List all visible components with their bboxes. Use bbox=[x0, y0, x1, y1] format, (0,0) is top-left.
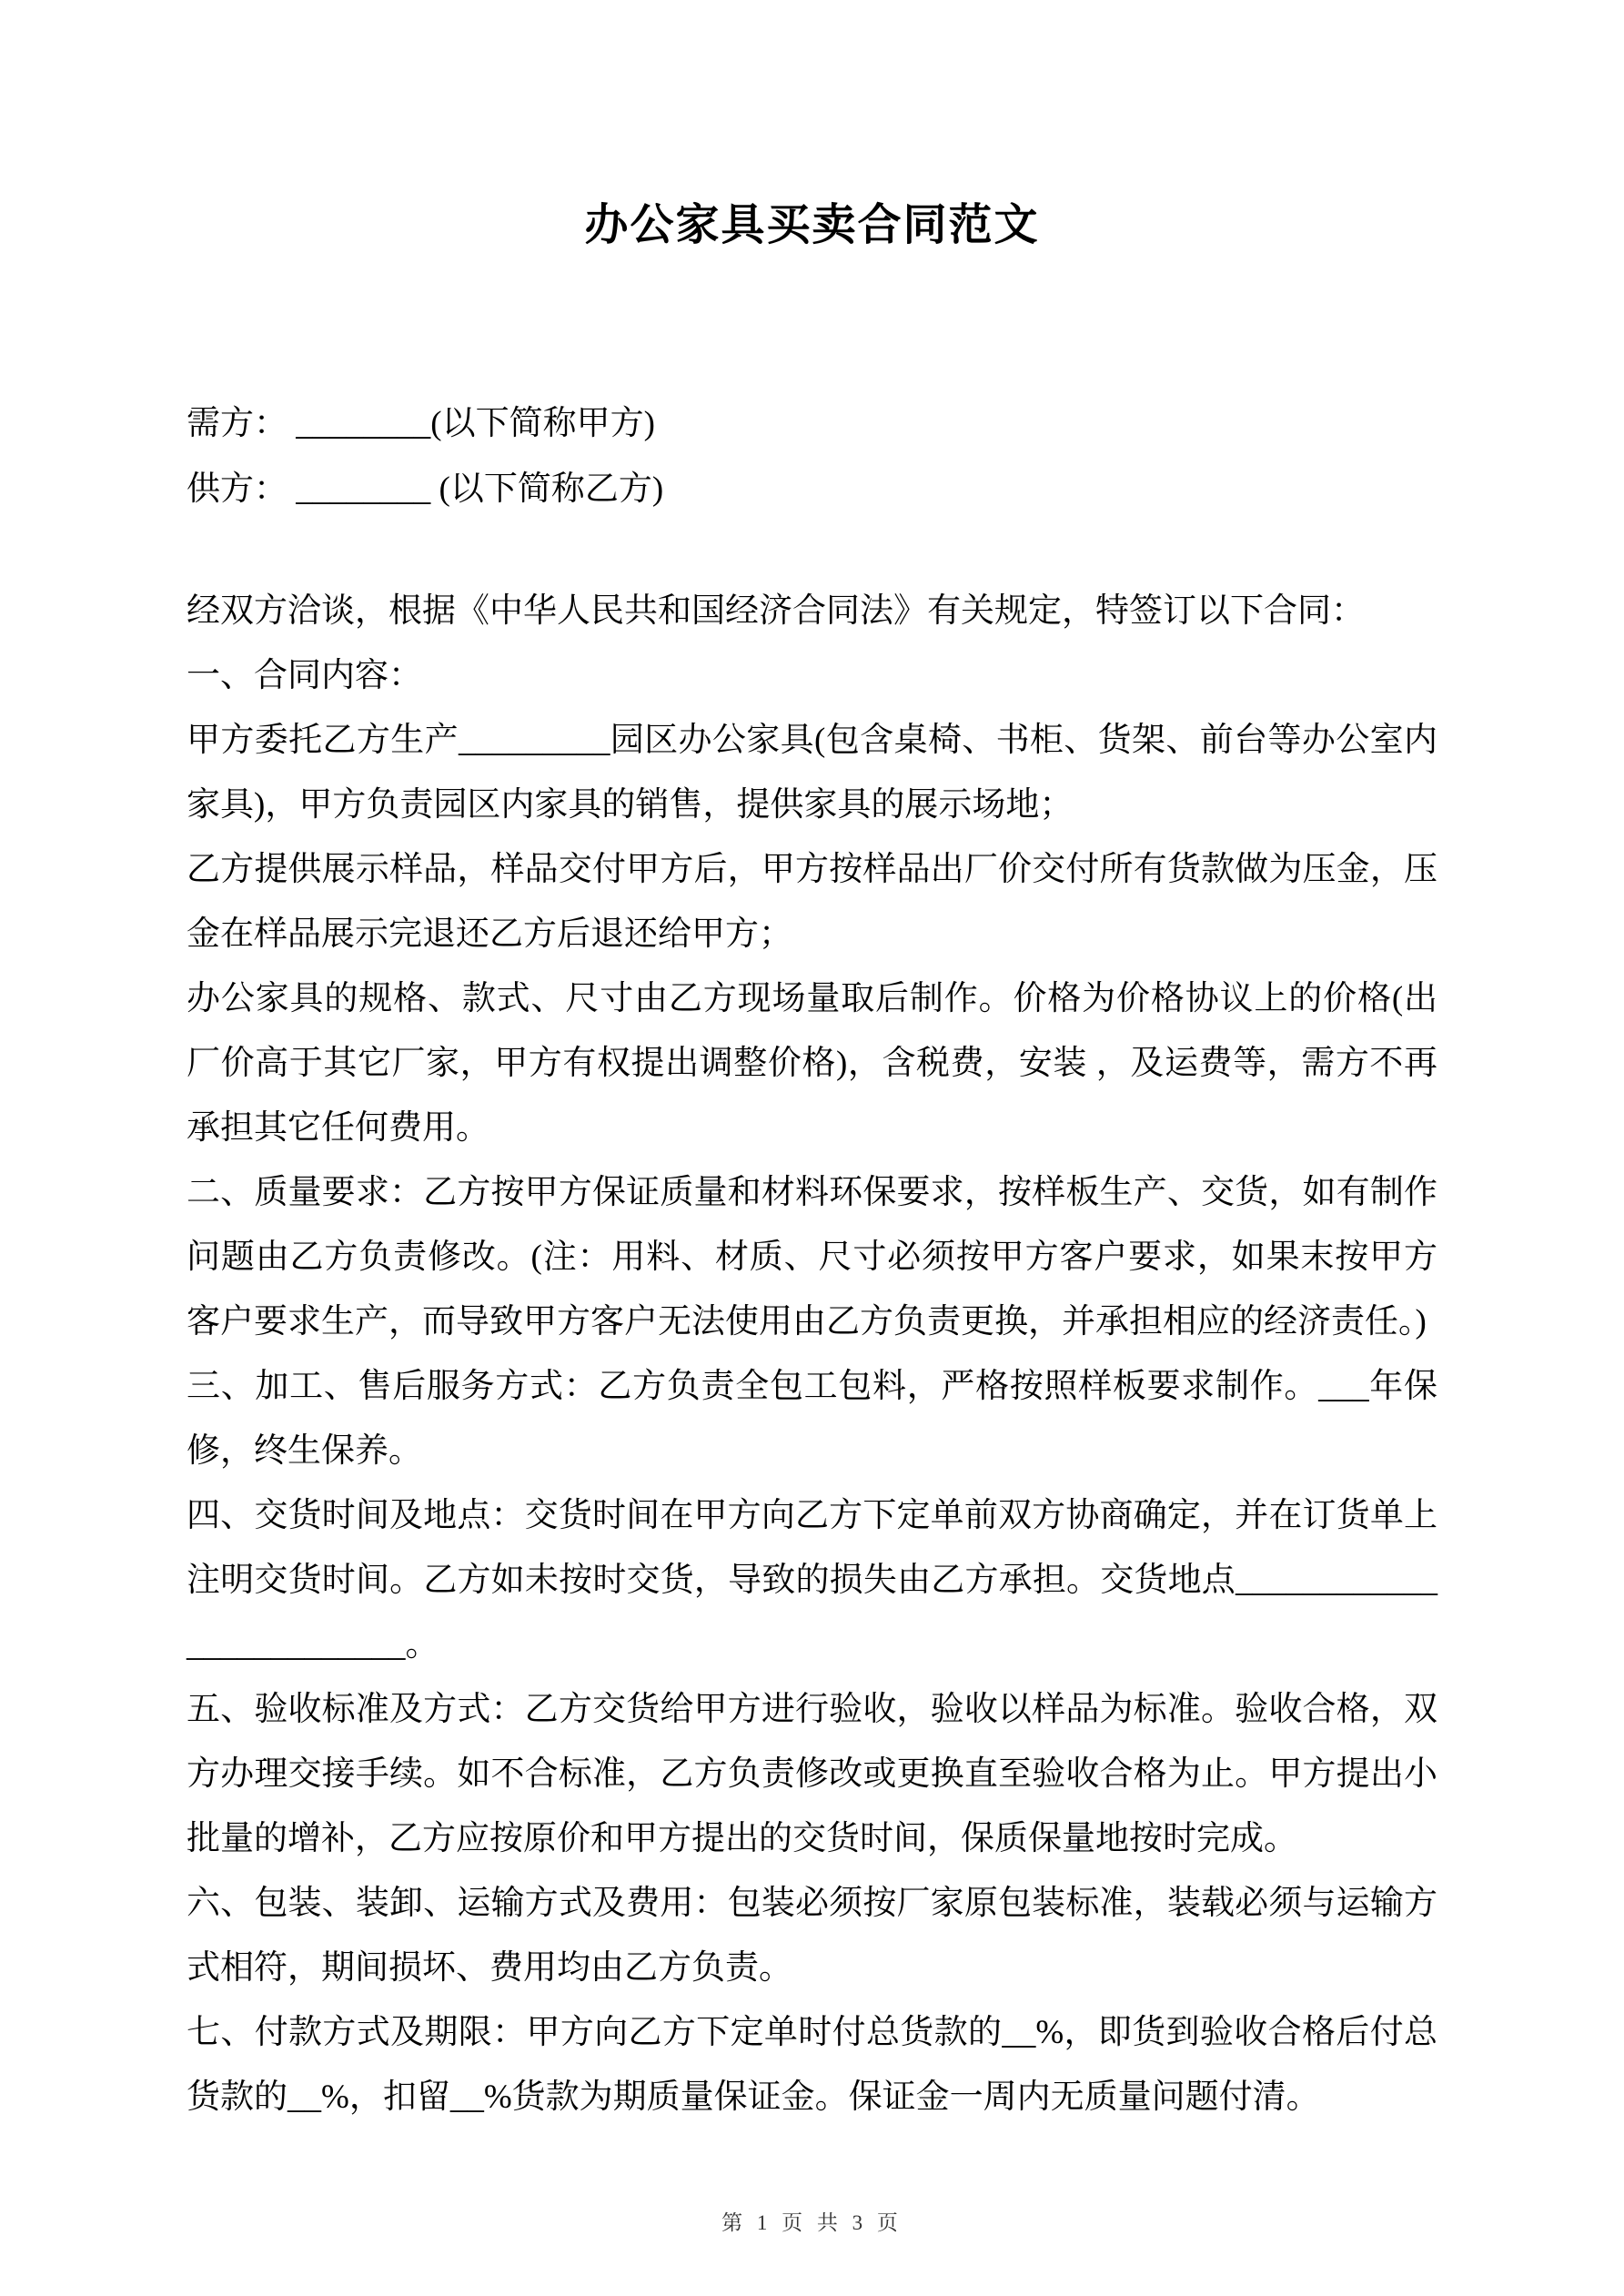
paragraph-section-1-heading: 一、合同内容： bbox=[187, 657, 422, 694]
paragraph-section-5: 五、验收标准及方式：乙方交货给甲方进行验收，验收以样品为标准。验收合格，双方办理交接手续。如不合标准，乙方负责修改或更换直至验收合格为止。甲方提出小批量的增补，乙方应按原价和甲方提出的交货时间，保质保量地按时完成。 bbox=[187, 1691, 1437, 1857]
contract-body bbox=[187, 579, 1437, 2129]
seller-line: 供方： ________ (以下简称乙方) bbox=[187, 470, 664, 508]
paragraph-section-1c: 办公家具的规格、款式、尺寸由乙方现场量取后制作。价格为价格协议上的价格(出厂价高于其它厂家，甲方有权提出调整价格)，含税费，安装 ，及运费等，需方不再承担其它任何费用。 bbox=[187, 980, 1437, 1147]
paragraph-intro: 经双方洽谈，根据《中华人民共和国经济合同法》有关规定，特签订以下合同： bbox=[187, 592, 1365, 630]
page-number-footer: 第 1 页 共 3 页 bbox=[721, 2211, 903, 2234]
buyer-line: 需方： ________(以下简称甲方) bbox=[187, 405, 655, 442]
parties-section bbox=[187, 391, 1437, 522]
paragraph-section-6: 六、包装、装卸、运输方式及费用：包装必须按厂家原包装标准，装载必须与运输方式相符，期间损坏、费用均由乙方负责。 bbox=[187, 1885, 1437, 1987]
paragraph-section-2: 二、质量要求：乙方按甲方保证质量和材料环保要求，按样板生产、交货，如有制作问题由乙方负责修改。(注：用料、材质、尺寸必须按甲方客户要求，如果末按甲方客户要求生产，而导致甲方客户无法使用由乙方负责更换，并承担相应的经济责任。) bbox=[187, 1174, 1437, 1340]
paragraph-section-1a: 甲方委托乙方生产_________园区办公家具(包含桌椅、书柜、货架、前台等办公室内家具)，甲方负责园区内家具的销售，提供家具的展示场地； bbox=[187, 722, 1437, 824]
paragraph-section-1b: 乙方提供展示样品，样品交付甲方后，甲方按样品出厂价交付所有货款做为压金，压金在样品展示完退还乙方后退还给甲方； bbox=[187, 851, 1437, 953]
paragraph-section-3: 三、加工、售后服务方式：乙方负责全包工包料，严格按照样板要求制作。___年保修，终生保养。 bbox=[187, 1368, 1437, 1470]
paragraph-section-4: 四、交货时间及地点：交货时间在甲方向乙方下定单前双方协商确定，并在订货单上注明交货时间。乙方如未按时交货，导致的损失由乙方承担。交货地点_________________________。 bbox=[187, 1497, 1437, 1664]
document-title: 办公家具买卖合同范文 bbox=[584, 201, 1040, 249]
paragraph-section-7: 七、付款方式及期限：甲方向乙方下定单时付总货款的__%，即货到验收合格后付总货款的__%，扣留__%货款为期质量保证金。保证金一周内无质量问题付清。 bbox=[187, 2014, 1437, 2116]
